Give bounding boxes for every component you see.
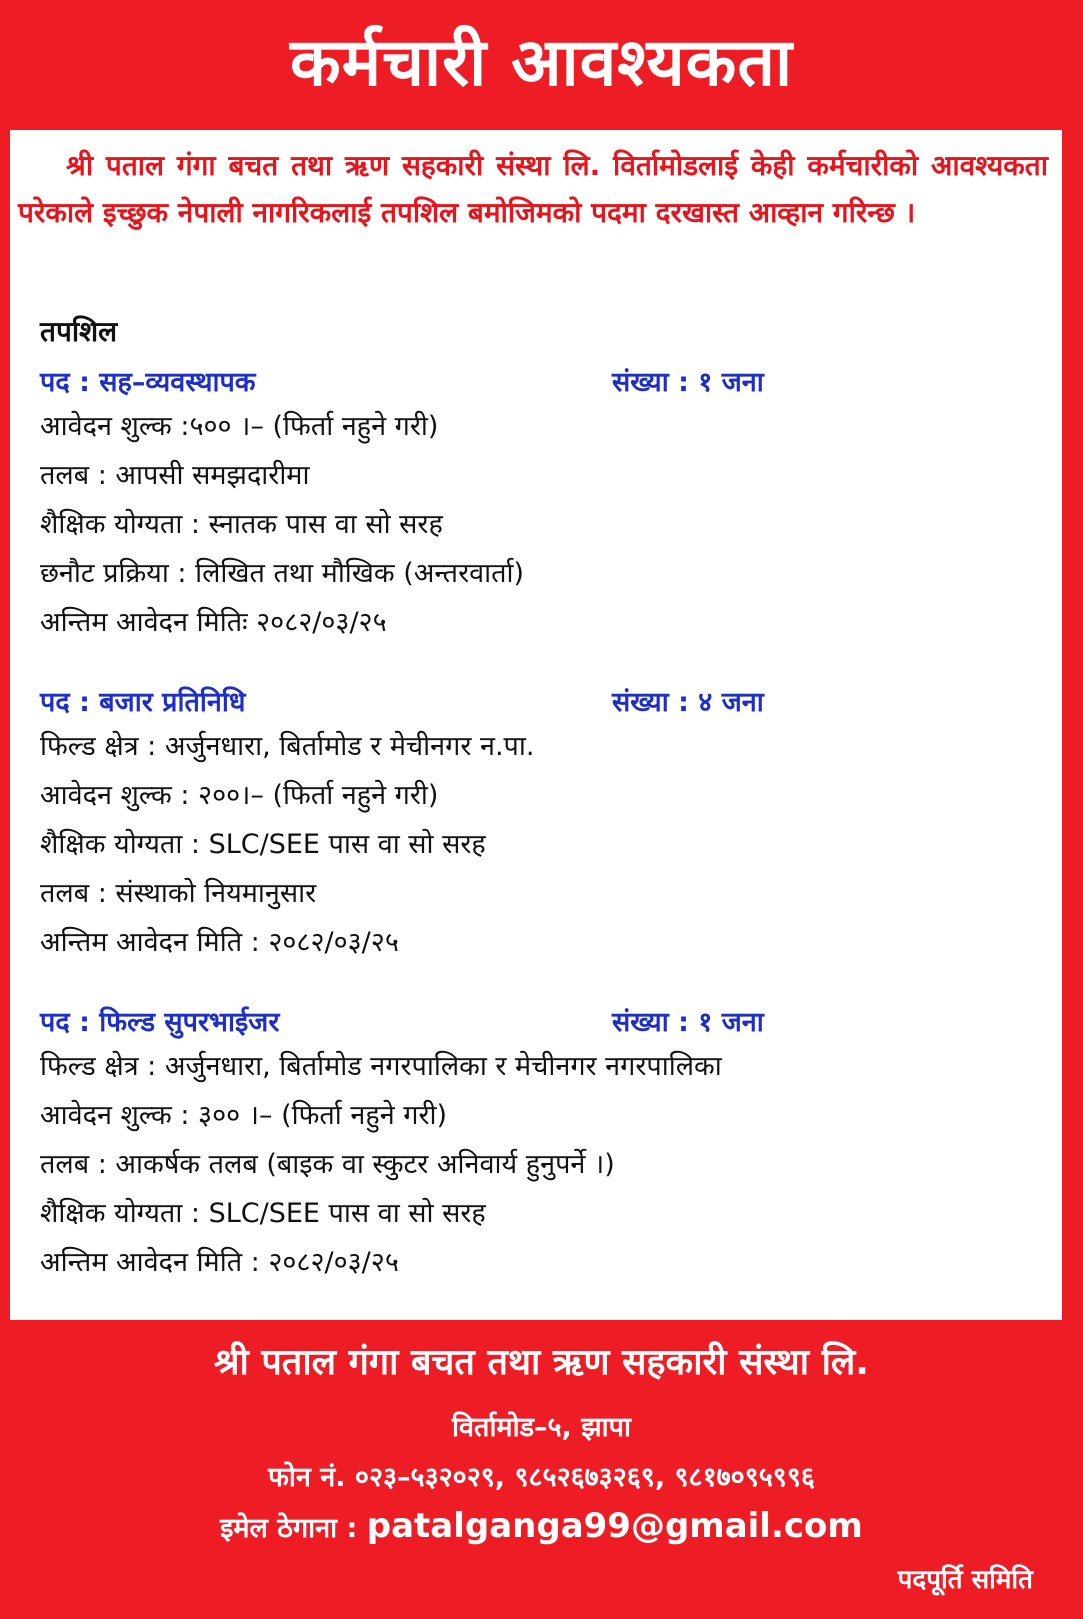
post-detail: फिल्ड क्षेत्र : अर्जुनधारा, बिर्तामोड र मेचीनगर न.पा. xyxy=(40,731,535,762)
post-detail: अन्तिम आवेदन मिति : २०८२/०३/२५ xyxy=(40,1247,399,1278)
post-detail: फिल्ड क्षेत्र : अर्जुनधारा, बिर्तामोड नगरपालिका र मेचीनगर नगरपालिका xyxy=(40,1051,722,1082)
post-detail: शैक्षिक योग्यता : SLC/SEE पास वा सो सरह xyxy=(40,1198,486,1229)
post-header xyxy=(40,682,1040,722)
post-detail: आवेदन शुल्क :५०० ।– (फिर्ता नहुने गरी) xyxy=(40,411,439,442)
footer-email-line xyxy=(0,1506,1083,1549)
post-header xyxy=(40,1002,1040,1042)
email-address: patalganga99@gmail.com xyxy=(366,1506,863,1546)
post-detail: शैक्षिक योग्यता : SLC/SEE पास वा सो सरह xyxy=(40,829,486,860)
content-panel xyxy=(10,130,1062,1320)
post-detail: अन्तिम आवेदन मितिः २०८२/०३/२५ xyxy=(40,607,387,638)
section-heading: तपशिल xyxy=(40,315,118,348)
post-title: पद : फिल्ड सुपरभाईजर xyxy=(40,1007,280,1038)
post-detail: आवेदन शुल्क : ३०० ।– (फिर्ता नहुने गरी) xyxy=(40,1100,448,1131)
post-block-field-supervisor xyxy=(40,1002,1040,1287)
post-count: संख्या : १ जना xyxy=(612,367,764,398)
committee-signature: पदपूर्ति समिति xyxy=(897,1565,1033,1595)
post-detail: छनौट प्रक्रिया : लिखित तथा मौखिक (अन्तरवार्ता) xyxy=(40,558,525,589)
post-detail: तलब : आपसी समझदारीमा xyxy=(40,460,310,491)
post-detail: अन्तिम आवेदन मिति : २०८२/०३/२५ xyxy=(40,927,399,958)
post-header xyxy=(40,362,1040,402)
post-title: पद : सह–व्यवस्थापक xyxy=(40,367,256,398)
post-detail: तलब : आकर्षक तलब (बाइक वा स्कुटर अनिवार्य हुनुपर्ने ।) xyxy=(40,1149,615,1180)
post-count: संख्या : ४ जना xyxy=(612,687,764,718)
footer-address: विर्तामोड–५, झापा xyxy=(452,1412,631,1443)
post-detail: आवेदन शुल्क : २००।– (फिर्ता नहुने गरी) xyxy=(40,780,439,811)
post-detail: तलब : संस्थाको नियमानुसार xyxy=(40,878,317,909)
post-block-market-representative xyxy=(40,682,1040,967)
headline: कर्मचारी आवश्यकता xyxy=(289,24,794,101)
post-block-assistant-manager xyxy=(40,362,1040,647)
post-detail: शैक्षिक योग्यता : स्नातक पास वा सो सरह xyxy=(40,509,443,540)
footer-phone: फोन नं. ०२३–५३२०२९, ९८५२६७३२६९, ९८१७०९५९९६ xyxy=(268,1462,815,1493)
post-title: पद : बजार प्रतिनिधि xyxy=(40,687,246,718)
email-label: इमेल ठेगाना : xyxy=(220,1513,358,1544)
post-count: संख्या : १ जना xyxy=(612,1007,764,1038)
intro-paragraph: श्री पताल गंगा बचत तथा ऋण सहकारी संस्था लि. विर्तामोडलाई केही कर्मचारीको आवश्यकता परेकाले इच्छुक नेपाली नागरिकलाई तपशिल बमोजिमको पदमा दरखास्त आव्हान गरिन्छ । xyxy=(18,149,1048,229)
footer-org-name: श्री पताल गंगा बचत तथा ऋण सहकारी संस्था लि. xyxy=(214,1342,869,1383)
